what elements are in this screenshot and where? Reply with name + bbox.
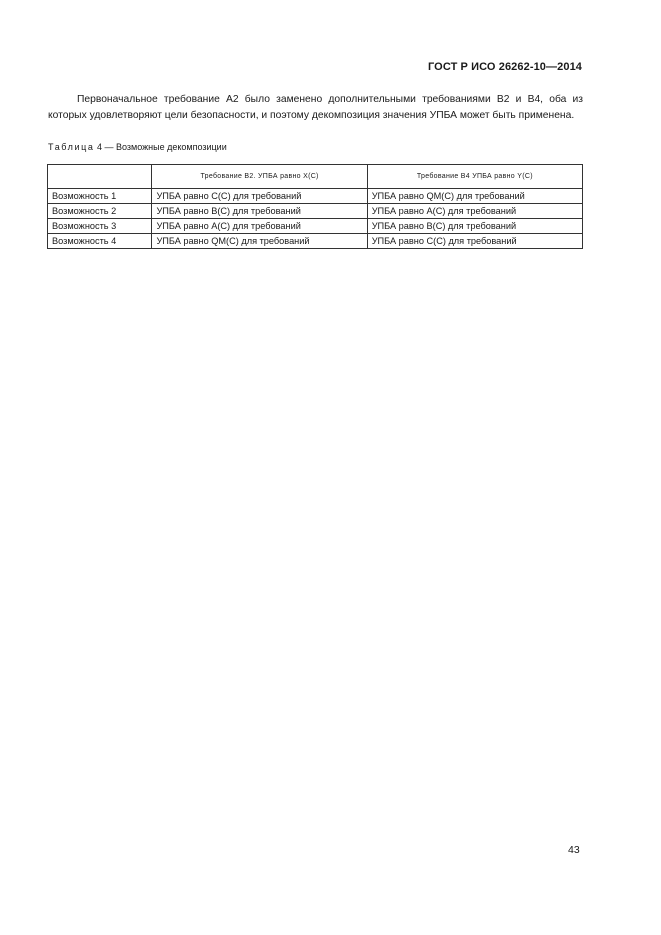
table-caption-label: Таблица xyxy=(48,142,95,152)
b2-value: УПБА равно C(C) для требований xyxy=(152,189,367,204)
option-label: Возможность 4 xyxy=(48,234,152,249)
b2-value: УПБА равно QM(C) для требований xyxy=(152,234,367,249)
b4-value: УПБА равно A(C) для требований xyxy=(367,204,582,219)
b4-value: УПБА равно QM(C) для требований xyxy=(367,189,582,204)
b2-value: УПБА равно B(C) для требований xyxy=(152,204,367,219)
page-number: 43 xyxy=(568,844,580,856)
table-row xyxy=(48,204,583,219)
header-cell-requirement-b4: Требование B4 УПБА равно Y(C) xyxy=(367,165,582,189)
table-row xyxy=(48,234,583,249)
table-caption-title: 4 — Возможные декомпозиции xyxy=(94,142,227,152)
body-paragraph: Первоначальное требование A2 было заменено дополнительными требованиями B2 и B4, оба из которых удовлетворяют цели безопасности, и поэтому декомпозиция значения УПБА может быть применена. xyxy=(48,94,583,121)
header-cell-empty xyxy=(48,165,152,189)
table-row xyxy=(48,189,583,204)
table-caption xyxy=(48,142,227,152)
table-header-row xyxy=(48,165,583,189)
b4-value: УПБА равно C(C) для требований xyxy=(367,234,582,249)
option-label: Возможность 2 xyxy=(48,204,152,219)
option-label: Возможность 3 xyxy=(48,219,152,234)
option-label: Возможность 1 xyxy=(48,189,152,204)
header-cell-requirement-b2: Требование B2. УПБА равно X(C) xyxy=(152,165,367,189)
b4-value: УПБА равно B(C) для требований xyxy=(367,219,582,234)
table-row xyxy=(48,219,583,234)
decomposition-table xyxy=(47,164,583,249)
b2-value: УПБА равно A(C) для требований xyxy=(152,219,367,234)
standard-id-header: ГОСТ Р ИСО 26262-10—2014 xyxy=(427,61,582,73)
